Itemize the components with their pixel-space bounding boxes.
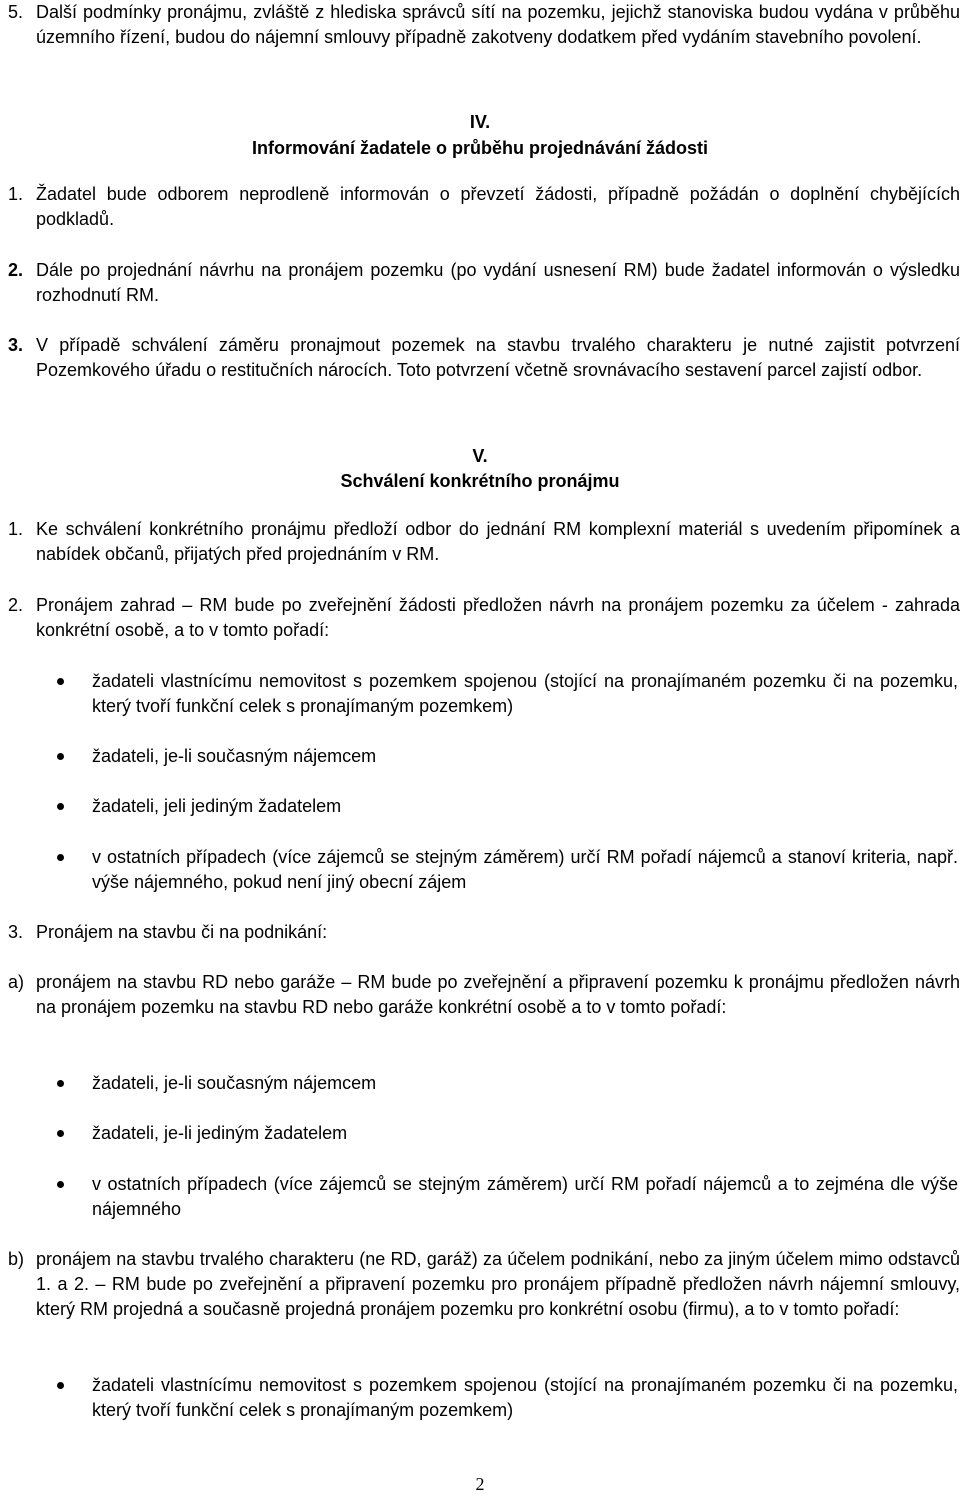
section-4-item-3 [8,333,960,383]
bullet-item [52,794,958,819]
subitem-b [8,1247,960,1322]
bullet-text: žadateli vlastnícímu nemovitost s pozemkem spojenou (stojící na pronajímaném pozemku či na pozemku, který tvoří funkční celek s pronajímaným pozemkem) [92,1375,958,1420]
section-4-item-2 [8,258,960,308]
bullet-text: v ostatních případech (více zájemců se stejným záměrem) určí RM pořadí nájemců a to zejména dle výše nájemného [92,1174,958,1219]
bullet-item [52,1172,958,1222]
item-number: 2. [8,595,24,615]
subitem-text: pronájem na stavbu RD nebo garáže – RM bude po zveřejnění a připravení pozemku k pronájmu předložen návrh na pronájem pozemku na stavbu RD nebo garáže konkrétní osobě a to v tomto pořadí: [36,972,960,1017]
item-text: Dále po projednání návrhu na pronájem pozemku (po vydání usnesení RM) bude žadatel informován o výsledku rozhodnutí RM. [36,260,960,305]
section-4-item-1 [8,182,960,232]
bullet-item [52,845,958,895]
item-number: 1. [8,184,24,204]
paragraph-number: 5. [8,2,24,22]
item-text: Pronájem zahrad – RM bude po zveřejnění žádosti předložen návrh na pronájem pozemku za účelem - zahrada konkrétní osobě, a to v tomto pořadí: [36,595,960,640]
item-text: Pronájem na stavbu či na podnikání: [36,922,328,942]
item-number: 3. [8,335,24,355]
paragraph-5 [8,0,960,50]
item-text: Ke schválení konkrétního pronájmu předloží odbor do jednání RM komplexní materiál s uvedením připomínek a nabídek občanů, přijatých před projednáním v RM. [36,519,960,564]
subitem-label: b) [8,1249,25,1269]
section-5-item-3 [8,920,960,945]
bullet-text: žadateli, jeli jediným žadatelem [92,796,342,816]
paragraph-text: Další podmínky pronájmu, zvláště z hlediska správců sítí na pozemku, jejichž stanoviska budou vydána v průběhu územního řízení, budou do nájemní smlouvy případně zakotveny dodatkem před vydáním stavebního povolení. [36,2,960,47]
section-4-title: Informování žadatele o průběhu projednávání žádosti [251,138,709,158]
bullet-item [52,744,958,769]
subitem-a [8,970,960,1020]
subitem-label: a) [8,972,25,992]
bullet-item [52,669,958,719]
bullet-text: žadateli, je-li jediným žadatelem [92,1123,348,1143]
bullet-text: žadateli, je-li současným nájemcem [92,746,377,766]
item-number: 1. [8,519,24,539]
bullet-text: žadateli vlastnícímu nemovitost s pozemkem spojenou (stojící na pronajímaném pozemku či na pozemku, který tvoří funkční celek s pronajímaným pozemkem) [92,671,958,716]
bullet-item [52,1071,958,1096]
item-text: Žadatel bude odborem neprodleně informován o převzetí žádosti, případně požádán o doplnění chybějících podkladů. [36,184,960,229]
bullet-text: žadateli, je-li současným nájemcem [92,1073,377,1093]
item-number: 2. [8,260,24,280]
section-4-roman: IV. [469,112,491,132]
section-5-title: Schválení konkrétního pronájmu [340,471,620,491]
bullet-text: v ostatních případech (více zájemců se stejným záměrem) určí RM pořadí nájemců a stanoví kriteria, např. výše nájemného, pokud není jiný obecní zájem [92,847,958,892]
item-number: 3. [8,922,24,942]
section-5-roman: V. [472,446,488,466]
section-5-item-1 [8,517,960,567]
subitem-text: pronájem na stavbu trvalého charakteru (ne RD, garáž) za účelem podnikání, nebo za jiným účelem mimo odstavců 1. a 2. – RM bude po zveřejnění a připravení pozemku pro pronájem případně předložen návrh nájemní smlouvy, který RM projedná a současně projedná pronájem pozemku pro konkrétní osobu (firmu), a to v tomto pořadí: [36,1249,960,1319]
page-number: 2 [475,1474,485,1494]
bullet-item [52,1121,958,1146]
bullet-item [52,1373,958,1423]
section-5-item-2 [8,593,960,643]
item-text: V případě schválení záměru pronajmout pozemek na stavbu trvalého charakteru je nutné zajistit potvrzení Pozemkového úřadu o restitučních nárocích. Toto potvrzení včetně srovnávacího sestavení parcel zajistí odbor. [36,335,960,380]
